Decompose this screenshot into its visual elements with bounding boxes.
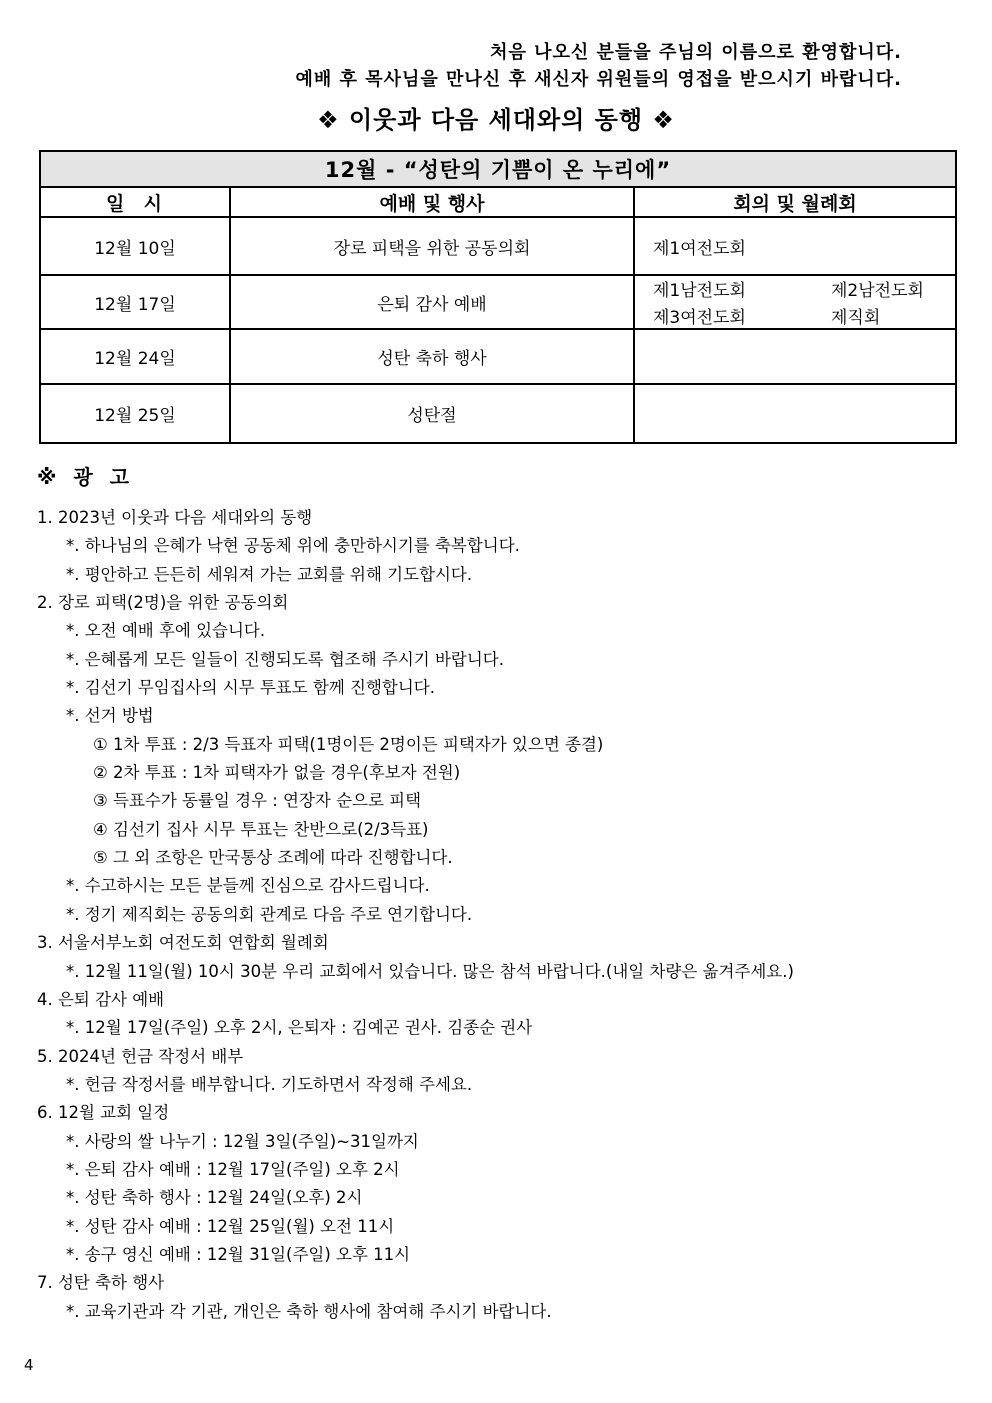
announcement-subline: ④ 김선기 집사 시무 투표는 찬반으로(2/3득표) (93, 819, 429, 839)
announcement-title: 2. 장로 피택(2명)을 위한 공동의회 (37, 593, 289, 613)
announcement-line: *. 은혜롭게 모든 일들이 진행되도록 협조해 주시기 바랍니다. (66, 649, 504, 669)
meeting-item: 제1여전도회 (653, 238, 746, 259)
announcement-line: *. 12월 11일(월) 10시 30분 우리 교회에서 있습니다. 많은 참석 바랍니다.(내일 차량은 옮겨주세요.) (66, 961, 794, 981)
announcement-line: *. 선거 방법 (66, 706, 154, 726)
meeting-item: 제1남전도회 (653, 281, 746, 301)
page-number: 4 (24, 1356, 34, 1374)
row-date: 12월 25일 (40, 384, 230, 443)
announcement-list (37, 504, 967, 1326)
announcement-line: *. 정기 제직회는 공동의회 관계로 다음 주로 연기합니다. (66, 904, 473, 924)
welcome-line-2: 예배 후 목사님을 만나신 후 새신자 위원들의 영접을 받으시기 바랍니다. (295, 69, 902, 90)
schedule-row (40, 217, 956, 275)
header-event: 예배 및 행사 (230, 187, 634, 217)
announcement-subline: ① 1차 투표 : 2/3 득표자 피택(1명이든 2명이든 피택자가 있으면 종결) (93, 734, 604, 754)
announcements-heading: ※ 광 고 (37, 465, 135, 489)
row-event: 성탄절 (230, 384, 634, 443)
announcement-line: *. 김선기 무임집사의 시무 투표도 함께 진행합니다. (66, 678, 435, 698)
announcement-line: *. 평안하고 든든히 세워져 가는 교회를 위해 기도합시다. (66, 564, 473, 584)
header-date (40, 187, 230, 217)
announcement-line: *. 오전 예배 후에 있습니다. (66, 621, 266, 641)
row-date: 12월 17일 (40, 275, 230, 329)
announcement-subline: ③ 득표수가 동률일 경우 : 연장자 순으로 피택 (93, 791, 422, 811)
schedule-row (40, 384, 956, 443)
announcement-line: *. 송구 영신 예배 : 12월 31일(주일) 오후 11시 (66, 1244, 411, 1264)
announcement-title: 1. 2023년 이웃과 다음 세대와의 동행 (37, 508, 313, 527)
announcement-title: 4. 은퇴 감사 예배 (37, 989, 165, 1009)
row-meetings (634, 329, 956, 384)
meeting-item: 제3여전도회 (653, 308, 746, 328)
announcement-subline: ② 2차 투표 : 1차 피택자가 없을 경우(후보자 전원) (93, 763, 461, 783)
row-event: 은퇴 감사 예배 (230, 275, 634, 329)
announcement-title: 6. 12월 교회 일정 (37, 1103, 170, 1123)
announcement-subline: ⑤ 그 외 조항은 만국통상 조례에 따라 진행합니다. (93, 848, 453, 868)
announcement-title: 5. 2024년 헌금 작정서 배부 (37, 1046, 244, 1066)
announcement-line: *. 성탄 감사 예배 : 12월 25일(월) 오전 11시 (66, 1216, 395, 1236)
announcement-line: *. 성탄 축하 행사 : 12월 24일(오후) 2시 (66, 1188, 363, 1208)
announcement-line: *. 은퇴 감사 예배 : 12월 17일(주일) 오후 2시 (66, 1159, 400, 1179)
announcement-line: *. 헌금 작정서를 배부합니다. 기도하면서 작정해 주세요. (66, 1074, 473, 1094)
row-meetings (634, 217, 956, 275)
welcome-line-1: 처음 나오신 분들을 주님의 이름으로 환영합니다. (490, 42, 902, 63)
announcement-line: *. 사랑의 쌀 나누기 : 12월 3일(주일)~31일까지 (66, 1131, 419, 1151)
row-event: 성탄 축하 행사 (230, 329, 634, 384)
header-date-label: 일 시 (106, 192, 164, 215)
row-meetings (634, 275, 956, 329)
row-date: 12월 24일 (40, 329, 230, 384)
row-date: 12월 10일 (40, 217, 230, 275)
meeting-item: 제직회 (831, 308, 881, 328)
schedule-title: 12월 - “성탄의 기쁨이 온 누리에” (40, 151, 956, 187)
header-meetings: 회의 및 월례회 (634, 187, 956, 217)
announcement-line: *. 하나님의 은혜가 낙현 공동체 위에 충만하시기를 축복합니다. (66, 536, 520, 556)
announcement-line: *. 수고하시는 모든 분들께 진심으로 감사드립니다. (66, 876, 430, 896)
schedule-table (39, 150, 957, 444)
announcement-line: *. 12월 17일(주일) 오후 2시, 은퇴자 : 김예곤 권사. 김종순 권사 (66, 1018, 533, 1038)
announcement-title: 3. 서울서부노회 여전도회 연합회 월례회 (37, 933, 329, 953)
announcement-line: *. 교육기관과 각 기관, 개인은 축하 행사에 참여해 주시기 바랍니다. (66, 1301, 552, 1321)
meeting-item: 제2남전도회 (831, 281, 924, 301)
schedule-row (40, 329, 956, 384)
page-headline: ❖ 이웃과 다음 세대와의 동행 ❖ (317, 106, 675, 134)
announcement-title: 7. 성탄 축하 행사 (37, 1273, 165, 1293)
schedule-row (40, 275, 956, 329)
row-meetings (634, 384, 956, 443)
row-event: 장로 피택을 위한 공동의회 (230, 217, 634, 275)
